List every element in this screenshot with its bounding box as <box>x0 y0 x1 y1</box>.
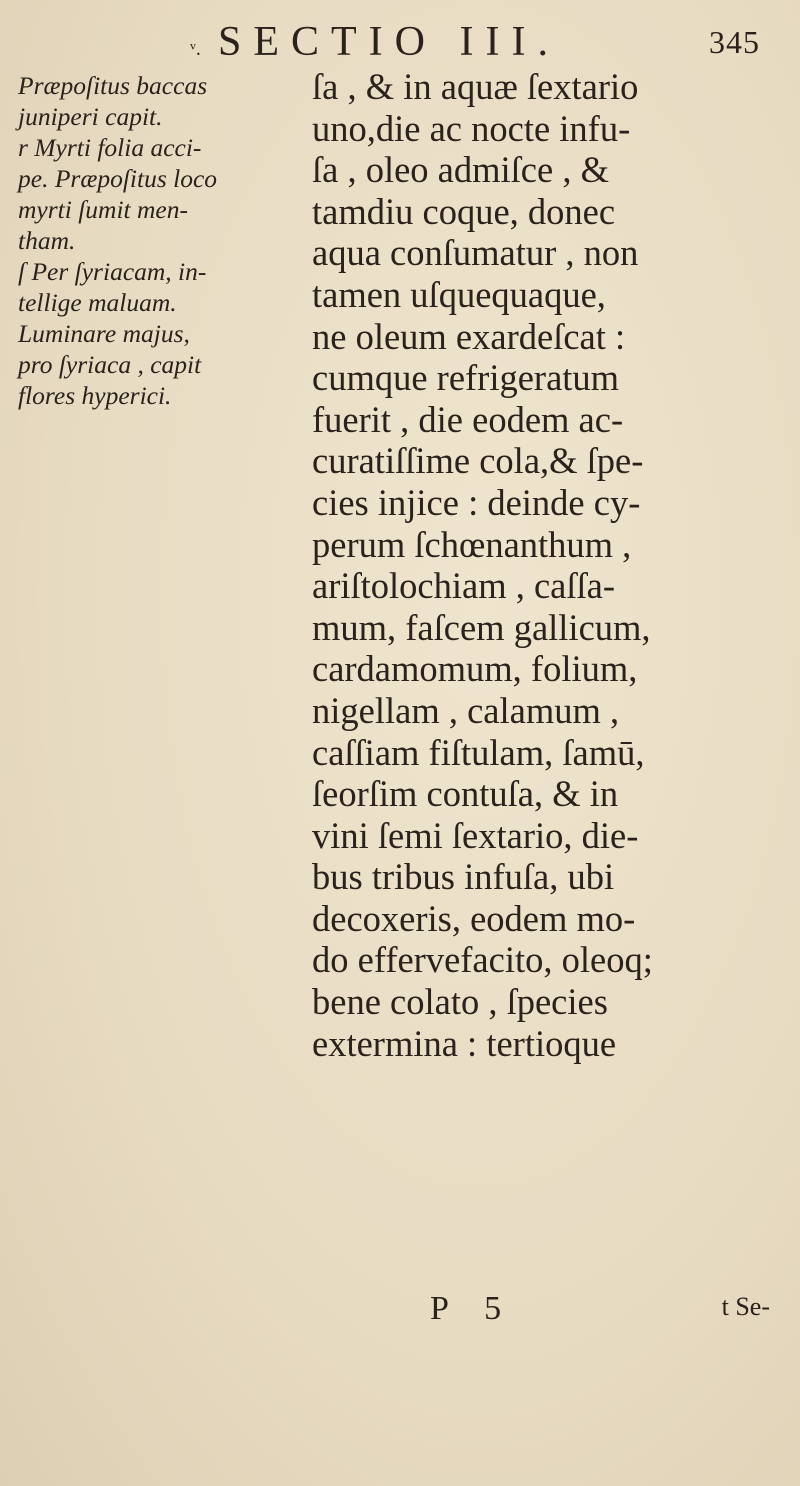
text-line: nigellam , calamum , <box>312 689 620 731</box>
text-line: ſa , oleo admiſce , & <box>312 149 609 191</box>
text-line: tamen uſquequaque, <box>312 273 606 315</box>
text-line: do effervefacito, oleoq; <box>312 939 653 981</box>
text-line: uno,die ac nocte infu- <box>312 107 631 149</box>
page-number: 345 <box>709 24 760 60</box>
text-line: tamdiu coque, donec <box>312 190 616 232</box>
main-text-column <box>312 66 792 1064</box>
margin-note-line: Luminare majus, <box>18 319 190 348</box>
text-line: bene colato , ſpecies <box>312 981 608 1023</box>
margin-note-line: tellige maluam. <box>18 288 177 317</box>
margin-note <box>18 70 298 132</box>
text-line: fuerit , die eodem ac- <box>312 398 624 440</box>
running-title: SECTIO III. <box>218 19 560 65</box>
text-line: decoxeris, eodem mo- <box>312 897 636 939</box>
margin-note-line: tham. <box>18 226 76 255</box>
text-line: bus tribus infuſa, ubi <box>312 856 615 898</box>
header-mark: ᵛ. <box>190 38 201 60</box>
running-header <box>190 18 760 68</box>
margin-note <box>18 132 298 256</box>
text-line: ſa , & in aquæ ſextario <box>312 66 639 107</box>
margin-note <box>18 256 298 411</box>
text-line: ſeorſim contuſa, & in <box>312 773 619 815</box>
text-line: ne oleum exardeſcat : <box>312 315 626 357</box>
margin-note-line: pro ſyriaca , capit <box>18 350 202 379</box>
text-line: vini ſemi ſextario, die- <box>312 814 639 856</box>
margin-note-line: juniperi capit. <box>18 102 163 131</box>
text-line: cardamomum, folium, <box>312 648 638 690</box>
margin-note-line: myrti ſumit men- <box>18 195 188 224</box>
text-line: extermina : tertioque <box>312 1022 617 1064</box>
text-line: cies injice : deinde cy- <box>312 481 641 523</box>
page-footer <box>300 1290 770 1340</box>
text-line: caſſiam fiſtulam, ſamū, <box>312 731 645 773</box>
margin-notes <box>18 70 298 411</box>
text-line: curatiſſime cola,& ſpe- <box>312 440 644 482</box>
text-line: cumque refrigeratum <box>312 357 620 399</box>
margin-note-line: Præpoſitus baccas <box>18 71 208 100</box>
margin-note-line: pe. Præpoſitus loco <box>18 164 218 193</box>
text-line: ariſtolochiam , caſſa- <box>312 565 616 607</box>
margin-note-line: ſ Per ſyriacam, in- <box>18 257 207 286</box>
text-line: perum ſchœnanthum , <box>312 523 632 565</box>
margin-note-line: flores hyperici. <box>18 381 172 410</box>
text-line: mum, faſcem gallicum, <box>312 606 651 648</box>
catchword: t Se- <box>721 1292 770 1321</box>
signature-mark: P 5 <box>430 1290 516 1327</box>
margin-note-line: r Myrti folia acci- <box>18 133 202 162</box>
text-line: aqua conſumatur , non <box>312 232 639 274</box>
